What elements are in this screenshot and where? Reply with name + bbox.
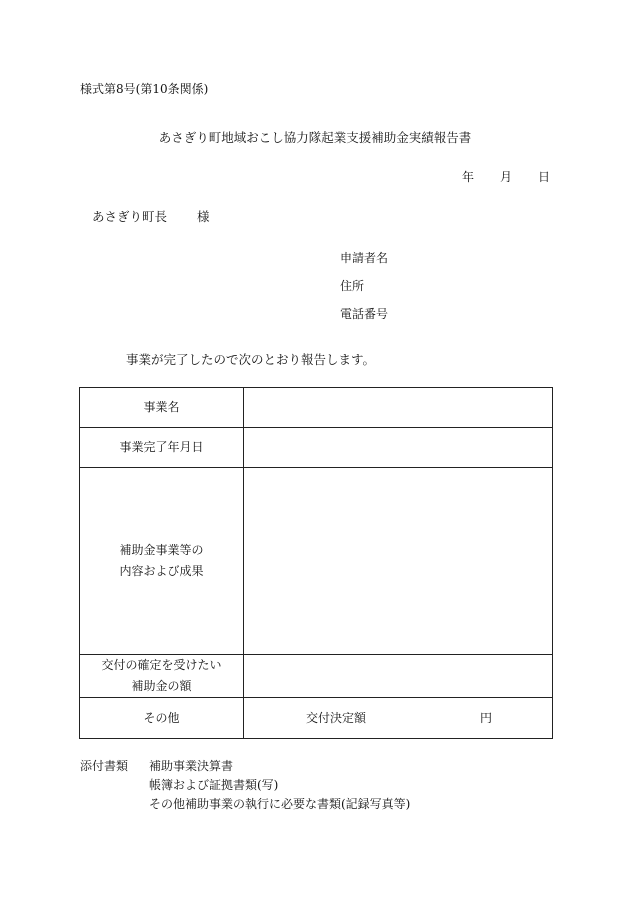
project-name-field[interactable]: [244, 388, 553, 428]
label-line: 内容および成果: [119, 564, 204, 578]
table-row: [80, 655, 553, 698]
applicant-phone-label: 電話番号: [340, 307, 389, 321]
yen-unit: 円: [480, 711, 493, 725]
content-results-label: [80, 468, 244, 655]
applicant-address-label: 住所: [340, 279, 365, 293]
confirmed-amount-label: [80, 655, 244, 698]
label-line: 交付の確定を受けたい: [101, 658, 222, 672]
other-field[interactable]: [244, 698, 553, 739]
intro-text: 事業が完了したので次のとおり報告します。: [126, 352, 376, 367]
date-month-label: 月: [499, 170, 512, 184]
label-line: 事業完了年月日: [119, 440, 204, 454]
label-line: 補助金の額: [131, 679, 192, 693]
attachments-label: 添付書類: [80, 759, 129, 773]
document-title: あさぎり町地域おこし協力隊起業支援補助金実績報告書: [158, 130, 472, 145]
table-row: [80, 468, 553, 655]
date-line: [462, 168, 550, 185]
completion-date-field[interactable]: [244, 428, 553, 468]
attachment-item: 補助事業決算書: [149, 759, 234, 773]
confirmed-amount-field[interactable]: [244, 655, 553, 698]
date-day-label: 日: [537, 170, 550, 184]
table-row: [80, 388, 553, 428]
addressee-honorific: 様: [197, 209, 210, 224]
table-row: [80, 428, 553, 468]
report-table: [79, 387, 553, 739]
form-number: 様式第8号(第10条関係): [80, 82, 209, 96]
attachment-item: 帳簿および証拠書類(写): [149, 778, 279, 792]
label-line: 事業名: [143, 400, 180, 414]
applicant-name-label: 申請者名: [340, 251, 389, 265]
date-year-label: 年: [461, 170, 474, 184]
completion-date-label: [80, 428, 244, 468]
addressee-name: あさぎり町長: [92, 209, 168, 224]
label-line: その他: [143, 710, 180, 725]
other-label: [80, 698, 244, 739]
project-name-label: [80, 388, 244, 428]
table-row: [80, 698, 553, 739]
addressee: [92, 207, 210, 225]
content-results-field[interactable]: [244, 468, 553, 655]
label-line: 補助金事業等の: [119, 543, 204, 557]
attachment-item: その他補助事業の執行に必要な書類(記録写真等): [149, 797, 411, 811]
decided-amount-label: 交付決定額: [306, 711, 367, 725]
